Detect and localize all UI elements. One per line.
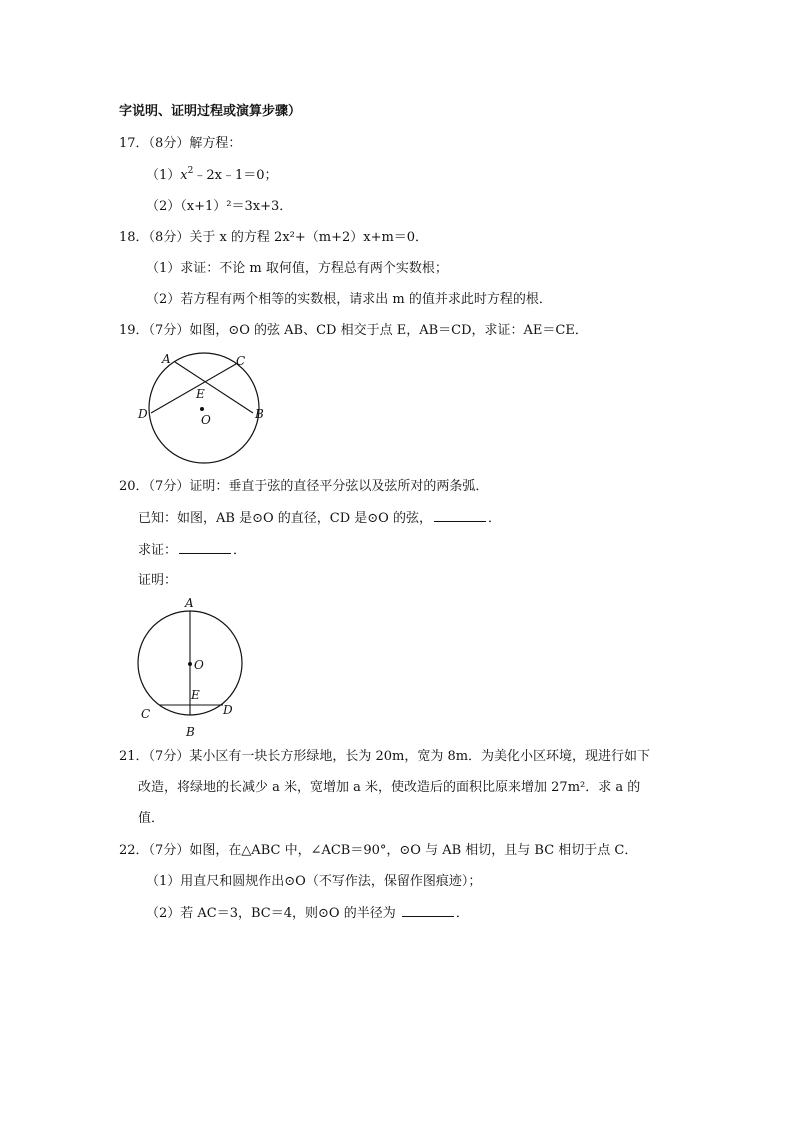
- q21-line1: 21．（7分）某小区有一块长方形绿地，长为 20m，宽为 8m．为美化小区环境，现进行如下: [119, 749, 651, 764]
- q22-header: 22．（7分）如图，在△ABC 中，∠ACB＝90°，⊙O 与 AB 相切，且与 BC 相切于点 C．: [119, 843, 638, 858]
- q17-part1-suffix: ﹣2x﹣1＝0；: [193, 168, 278, 183]
- q17-var-x: x: [180, 168, 188, 183]
- q22-part2-text: （2）若 AC＝3，BC＝4，则⊙O 的半径为: [146, 906, 396, 921]
- q19-label-d: D: [138, 407, 148, 421]
- section-heading: 字说明、证明过程或演算步骤）: [119, 104, 302, 119]
- q20-label-b: B: [186, 725, 195, 739]
- q19-center-dot: [200, 407, 204, 411]
- q20-known-blank[interactable]: [434, 510, 486, 522]
- q18-header: 18．（8分）关于 x 的方程 2x²+（m+2）x+m＝0．: [119, 230, 429, 245]
- q18-part1: （1）求证：不论 m 取何值，方程总有两个实数根；: [146, 261, 448, 276]
- q20-label-a: A: [185, 596, 194, 610]
- q22-part2: （2）若 AC＝3，BC＝4，则⊙O 的半径为 ．: [146, 906, 469, 921]
- q20-label-o: O: [194, 658, 204, 672]
- q20-label-c: C: [141, 707, 151, 721]
- q21-line3: 值．: [138, 811, 165, 826]
- q20-known-text: 已知：如图，AB 是⊙O 的直径，CD 是⊙O 的弦，: [138, 511, 432, 526]
- q19-header: 19．（7分）如图，⊙O 的弦 AB、CD 相交于点 E，AB＝CD，求证：AE＝CE．: [119, 323, 588, 338]
- q20-proof-label: 证明：: [138, 573, 178, 588]
- q18-part2: （2）若方程有两个相等的实数根，请求出 m 的值并求此时方程的根．: [146, 292, 552, 307]
- q20-label-e: E: [191, 688, 200, 702]
- q19-label-e: E: [196, 387, 205, 401]
- q20-center-dot: [188, 662, 192, 666]
- q20-prove-blank[interactable]: [179, 542, 231, 554]
- q20-prove-text: 求证：: [138, 543, 178, 558]
- q19-label-o: O: [201, 413, 211, 427]
- q20-figure: [130, 593, 250, 741]
- q19-label-c: C: [236, 354, 246, 368]
- q19-chord-ab: [175, 362, 253, 413]
- q21-line2: 改造，将绿地的长减少 a 米，宽增加 a 米，使改造后的面积比原来增加 27m²．求 a 的: [138, 780, 641, 795]
- q20-header: 20．（7分）证明：垂直于弦的直径平分弦以及弦所对的两条弧．: [119, 479, 489, 494]
- q22-part1: （1）用直尺和圆规作出⊙O（不写作法，保留作图痕迹）；: [146, 874, 482, 889]
- q17-header: 17．（8分）解方程：: [119, 136, 242, 151]
- q20-label-d: D: [223, 703, 233, 717]
- q17-exp: 2: [187, 166, 194, 176]
- q20-prove: 求证： ．: [138, 543, 247, 558]
- q19-figure: [130, 345, 280, 470]
- q22-answer-blank[interactable]: [402, 905, 454, 917]
- q17-part1: [146, 168, 278, 184]
- q17-part1-prefix: （1）: [146, 168, 181, 183]
- q19-label-a: A: [162, 352, 171, 366]
- q20-known: 已知：如图，AB 是⊙O 的直径，CD 是⊙O 的弦， ．: [138, 511, 501, 526]
- q17-part2: （2）（x+1）²＝3x+3．: [146, 199, 293, 214]
- q19-label-b: B: [255, 407, 264, 421]
- q19-circle: [149, 353, 259, 463]
